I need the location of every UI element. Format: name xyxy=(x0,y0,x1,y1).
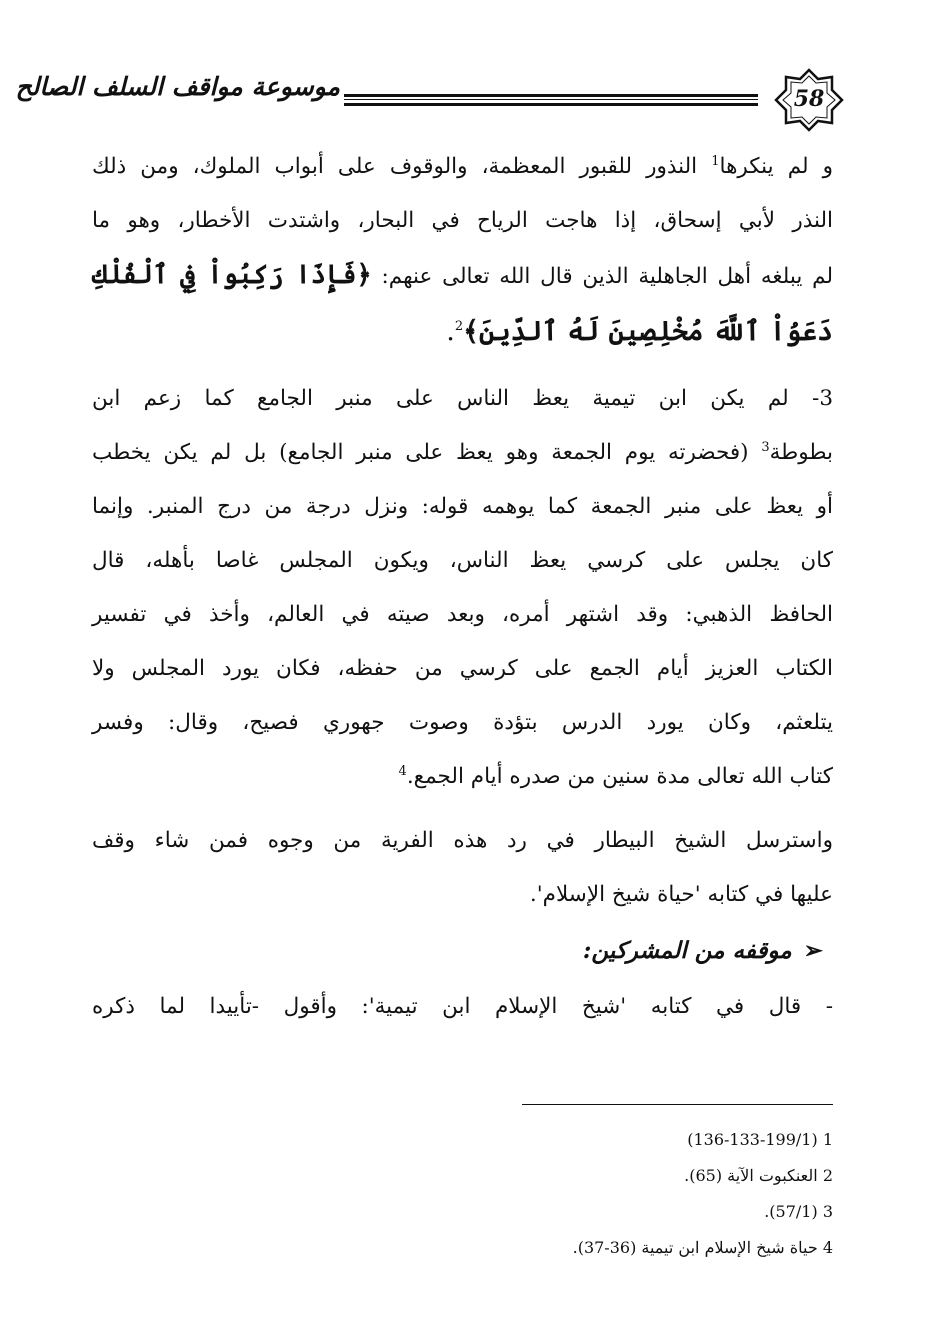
text-line: عليها في كتابه 'حياة شيخ الإسلام'. xyxy=(529,882,833,907)
text-line: واسترسل الشيخ البيطار في رد هذه الفرية من وجوه فمن شاء وقف xyxy=(92,828,833,853)
page-number: 58 xyxy=(793,86,825,112)
text-line: الكتاب العزيز أيام الجمع على كرسي من حفظه، فكان يورد المجلس ولا xyxy=(92,656,833,681)
page-number-badge xyxy=(774,68,844,132)
page-body xyxy=(92,140,833,1034)
page-header xyxy=(15,68,844,132)
footnote: 3 (57/1). xyxy=(764,1202,833,1221)
footnote: 4 حياة شيخ الإسلام ابن تيمية (36-37). xyxy=(572,1238,833,1257)
text-line: أو يعظ على منبر الجمعة كما يوهمه قوله: ونزل درجة من درج المنبر. وإنما xyxy=(92,494,833,519)
arrow-bullet-icon: ➢ xyxy=(803,937,823,964)
text-line: النذر لأبي إسحاق، إذا هاجت الرياح في البحار، واشتدت الأخطار، وهو ما xyxy=(92,208,833,233)
footnote-ref[interactable]: 1 xyxy=(711,153,720,169)
text-line: كان يجلس على كرسي يعظ الناس، ويكون المجلس غاصا بأهله، قال xyxy=(92,548,833,573)
text-line: - قال في كتابه 'شيخ الإسلام ابن تيمية': وأقول -تأييدا لما ذكره xyxy=(92,994,833,1019)
text-line: بطوطة$^3$ (فحضرته يوم الجمعة وهو يعظ على منبر الجامع) بل لم يكن يخطب xyxy=(92,439,833,465)
quran-verse: ﴿فَإِذَا رَكِبُواْ فِي ٱلْفُلْكِ xyxy=(92,260,372,290)
footnotes xyxy=(413,1122,833,1266)
footnote-ref[interactable]: 3 xyxy=(761,439,770,455)
footnote: 1 (136-133-199/1) xyxy=(687,1130,833,1149)
header-rule xyxy=(344,99,758,100)
text-line: الحافظ الذهبي: وقد اشتهر أمره، وبعد صيته في العالم، وأخذ في تفسير xyxy=(92,602,833,627)
footnote-divider xyxy=(522,1104,833,1105)
quran-verse-line: دَعَوُاْ ٱللَّهَ مُخْلِصِينَ لَهُ ٱلدِّينَ﴾$^2$. xyxy=(446,316,833,347)
book-title: موسوعة مواقف السلف الصالح xyxy=(15,72,340,101)
text-line: كتاب الله تعالى مدة سنين من صدره أيام الجمع.$^4$ xyxy=(398,763,833,789)
footnote: 2 العنكبوت الآية (65). xyxy=(684,1166,833,1185)
text-line: و لم ينكرها$^1$ النذور للقبور المعظمة، والوقوف على أبواب الملوك، ومن ذلك xyxy=(92,153,834,179)
text-line: 3- لم يكن ابن تيمية يعظ الناس على منبر الجامع كما زعم ابن xyxy=(92,386,833,411)
footnote-ref[interactable]: 4 xyxy=(398,763,407,779)
section-subheading: ➢موقفه من المشركين: xyxy=(582,937,823,964)
footnote-ref[interactable]: 2 xyxy=(454,319,464,334)
header-rule xyxy=(344,94,758,97)
text-line: يتلعثم، وكان يورد الدرس بتؤدة وصوت جهوري فصيح، وقال: وفسر xyxy=(92,710,833,735)
text-line: لم يبلغه أهل الجاهلية الذين قال الله تعالى عنهم: ﴿فَإِذَا رَكِبُواْ فِي ٱلْفُلْكِ xyxy=(92,260,833,290)
header-rule xyxy=(344,103,758,106)
